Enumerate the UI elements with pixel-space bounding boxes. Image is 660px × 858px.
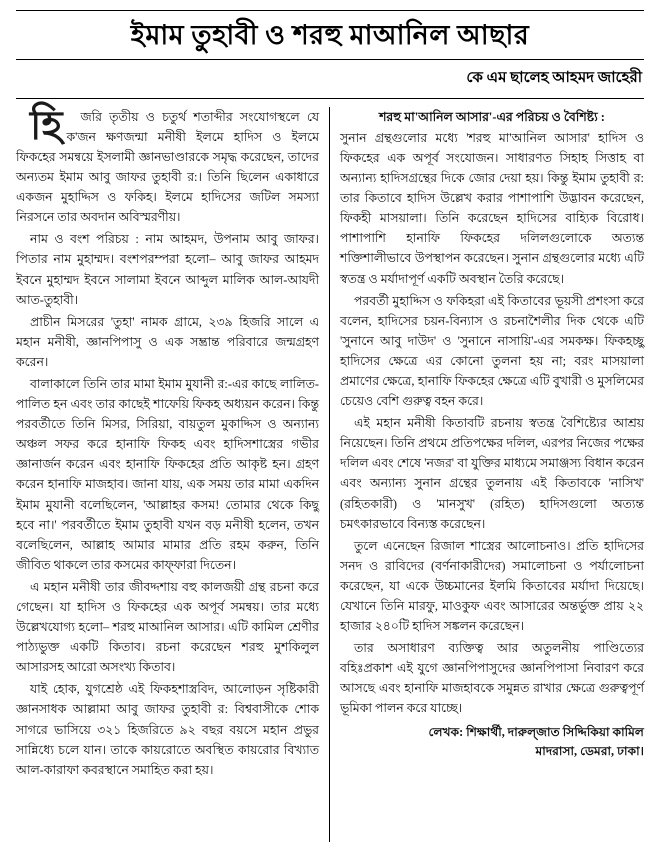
author-signature xyxy=(340,723,644,762)
left-paragraph-2: নাম ও বংশ পরিচয় : নাম আহমদ, উপনাম আবু জাফর। পিতার নাম মুহাম্মদ। বংশপরম্পরা হলো– আবু জাফর আহমদ ইবনে মুহাম্মদ ইবনে সালামা ইবনে আব্দুল মালিক আল-আযদী আত-তুহাবী। xyxy=(16,232,319,307)
right-paragraph-5: তার অসাধারণ ব্যক্তিত্ব আর অতুলনীয় পাণ্ডিত্যের বহিঃপ্রকাশ এই যুগে জ্ঞানপিপাসুদের জ্ঞানপিপাসা নিবারণ করে আসছে এবং হানাফি মাজহাবকে সমুন্নত রাখার ক্ষেত্রে গুরুত্বপূর্ণ ভূমিকা পালন করে যাচ্ছে। xyxy=(340,641,644,716)
right-paragraph-2: পরবর্তী মুহাদ্দিস ও ফকিহরা এই কিতাবের ভূয়সী প্রশংসা করে বলেন, হাদিসের চয়ন-বিন্যাস ও রচনাশৈলীর দিক থেকে এটি 'সুনানে আবু দাউদ' ও 'সুনানে নাসায়ি'-এর সমকক্ষ। ফিকহচ্ছু হাদিসের ক্ষেত্রে এর কোনো তুলনা হয় না; বরং মাসয়ালা প্রমাণের ক্ষেত্রে, হানাফি ফিকহের ক্ষেত্রে এটি বুখারী ও মুসলিমের চেয়েও বেশি গুরুত্ব বহন করে। xyxy=(340,293,644,409)
right-paragraph-1-text: সুনান গ্রন্থগুলোর মধ্যে 'শরহু মা'আনিল আসার' হাদিস ও ফিকহের এক অপূর্ব সংযোজন। সাধারণত সিহাহ সিত্তাহ বা অন্যান্য হাদিসগ্রন্থের দিকে জোর দেয়া হয়। কিন্তু ইমাম তুহাবী র: তার কিতাবে হাদিস উল্লেখ করার পাশাপাশি উদ্ভাবন করেছেন, ফিকহী মাসয়ালা। তিনি করেছেন হাদিসের বাহ্যিক বিরোধ। পাশাপাশি হানাফি ফিকহের দলিলগুলোকে অত্যন্ত শক্তিশালীভাবে উপস্থাপন করেছেন। সুনান গ্রন্থগুলোর মধ্যে এটি স্বতন্ত্র ও মর্যাদাপূর্ণ একটি অবস্থান তৈরি করেছে। xyxy=(340,130,644,286)
left-paragraph-6: যাই হোক, যুগশ্রেষ্ঠ এই ফিকহশাস্ত্রবিদ, আলোড়ন সৃষ্টিকারী জ্ঞানসাধক আল্লামা আবু জাফর তুহাবী র: বিশ্ববাসীকে শোক সাগরে ভাসিয়ে ৩২১ হিজরিতে ৯২ বছর বয়সে মহান প্রভুর সান্নিধ্যে চলে যান। তাকে কায়রোতে অবস্থিত কায়রোর বিখ্যাত আল-কারাফা কবরস্থানে সমাহিত করা হয়। xyxy=(16,682,319,777)
byline-divider xyxy=(16,98,644,99)
right-column xyxy=(330,107,644,842)
right-paragraph-3: এই মহান মনীষী কিতাবটি রচনায় স্বতন্ত্র বৈশিষ্ট্যের আশ্রয় নিয়েছেন। তিনি প্রথমে প্রতিপক্ষের দলিল, এরপর নিজের পক্ষের দলিল এবং শেষে 'নজর' বা যুক্তির মাধ্যমে সমাঞ্জস্য বিধান করেন এবং অন্যান্য সুনান গ্রন্থের তুলনায় এই কিতাবকে 'নাসিখ' (রহিতকারী) ও 'মানসুখ' (রহিত) হাদিসগুলো অত্যন্ত চমৎকারভাবে বিন্যস্ত করেছেন। xyxy=(340,416,644,531)
left-paragraph-4: বালাকালে তিনি তার মামা ইমাম মুযানী র:-এর কাছে লালিত-পালিত হন এবং তার কাছেই শাফেয়ি ফিকহ অধ্যয়ন করেন। কিন্তু পরবর্তীতে তিনি মিসর, সিরিয়া, বায়তুল মুকাদ্দিস ও অন্যান্য অঞ্চল সফর করে হানাফি ফিকহ এবং হাদিসশাস্ত্রের গভীর জ্ঞানার্জন করেন এবং হানাফি ফিকহের প্রতি আকৃষ্ট হন। গ্রহণ করেন হানাফি মাজহাব। জানা যায়, এক সময় তার মামা একদিন ইমাম মুযানী বলেছিলেন, 'আল্লাহর কসম! তোমার থেকে কিছু হবে না।' পরবর্তীতে ইমাম তুহাবী যখন বড় মনীষী হলেন, তখন বলেছিলেন, আল্লাহ আমার মামার প্রতি রহম করুন, তিনি জীবিত থাকলে তার কসমের কাফ্ফারা দিতেন। xyxy=(16,376,319,572)
byline: কে এম ছালেহ আহমদ জাহেরী xyxy=(466,69,642,86)
right-column-heading-para xyxy=(340,107,644,289)
left-paragraph-5: এ মহান মনীষী তার জীবদ্দশায় বহু কালজয়ী গ্রন্থ রচনা করে গেছেন। যা হাদিস ও ফিকহের এক অপূর্ব সমন্বয়। তার মধ্যে উল্লেখযোগ্য হলো– শরহু মাআনিল আসার। এটি কামিল শ্রেণীর পাঠ্যভুক্ত একটি কিতাব। রচনা করেছেন শরহু মুশকিলুল আসারসহ আরো অসংখ্য কিতাব। xyxy=(16,579,319,675)
signature-line-1: লেখক: শিক্ষার্থী, দারুল্জাত সিদ্দিকিয়া কামিল xyxy=(428,724,644,739)
section-heading: শরহু মা'আনিল আসার'-এর পরিচয় ও বৈশিষ্ট্য : xyxy=(379,109,605,124)
top-divider xyxy=(16,10,644,11)
article-body xyxy=(16,102,644,842)
drop-cap: হি xyxy=(30,102,63,148)
left-paragraph-1-text: জরি তৃতীয় ও চতুর্থ শতাব্দীর সংযোগস্থলে যে ক'জন ক্ষণজন্মা মনীষী ইলমে হাদিস ও ইলমে ফিকহের সমন্বয়ে ইসলামী জ্ঞানভাণ্ডারকে সমৃদ্ধ করেছেন, তাদের অন্যতম ইমাম আবু জাফর তুহাবী র:। তিনি ছিলেন একাধারে একজন মুহাদ্দিস ও ফকিহ। ইলমে হাদিসের জটিল সমস্যা নিরসনে তার অবদান অবিস্মরণীয়। xyxy=(16,109,319,225)
left-paragraph-3: প্রাচীন মিসরের 'তুহা' নামক গ্রামে, ২৩৯ হিজরি সালে এ মহান মনীষী, জ্ঞানপিপাসু ও এক সম্ভ্রান্ত পরিবারে জন্মগ্রহণ করেন। xyxy=(16,314,319,369)
left-column xyxy=(16,102,330,842)
left-paragraph-1 xyxy=(16,102,319,228)
page-title: ইমাম তুহাবী ও শরহু মাআনিল আছার xyxy=(130,20,530,50)
headline-divider xyxy=(16,59,644,60)
signature-line-2: মাদরাসা, ডেমরা, ঢাকা। xyxy=(535,744,644,759)
right-paragraph-4: তুলে এনেছেন রিজাল শাস্ত্রের আলোচনাও। প্রতি হাদিসের সনদ ও রাবিদের (বর্ণনাকারীদের) সমালোচনা ও পর্যালোচনা করেছেন, যা একে উচ্চমানের ইলমি কিতাবের মর্যাদা দিয়েছে। যেখানে তিনি মারফু, মাওকুফ এবং আসারের অন্তর্ভুক্ত প্রায় ২২ হাজার ২৪০টি হাদিস সঙ্কলন করেছেন। xyxy=(340,538,644,634)
